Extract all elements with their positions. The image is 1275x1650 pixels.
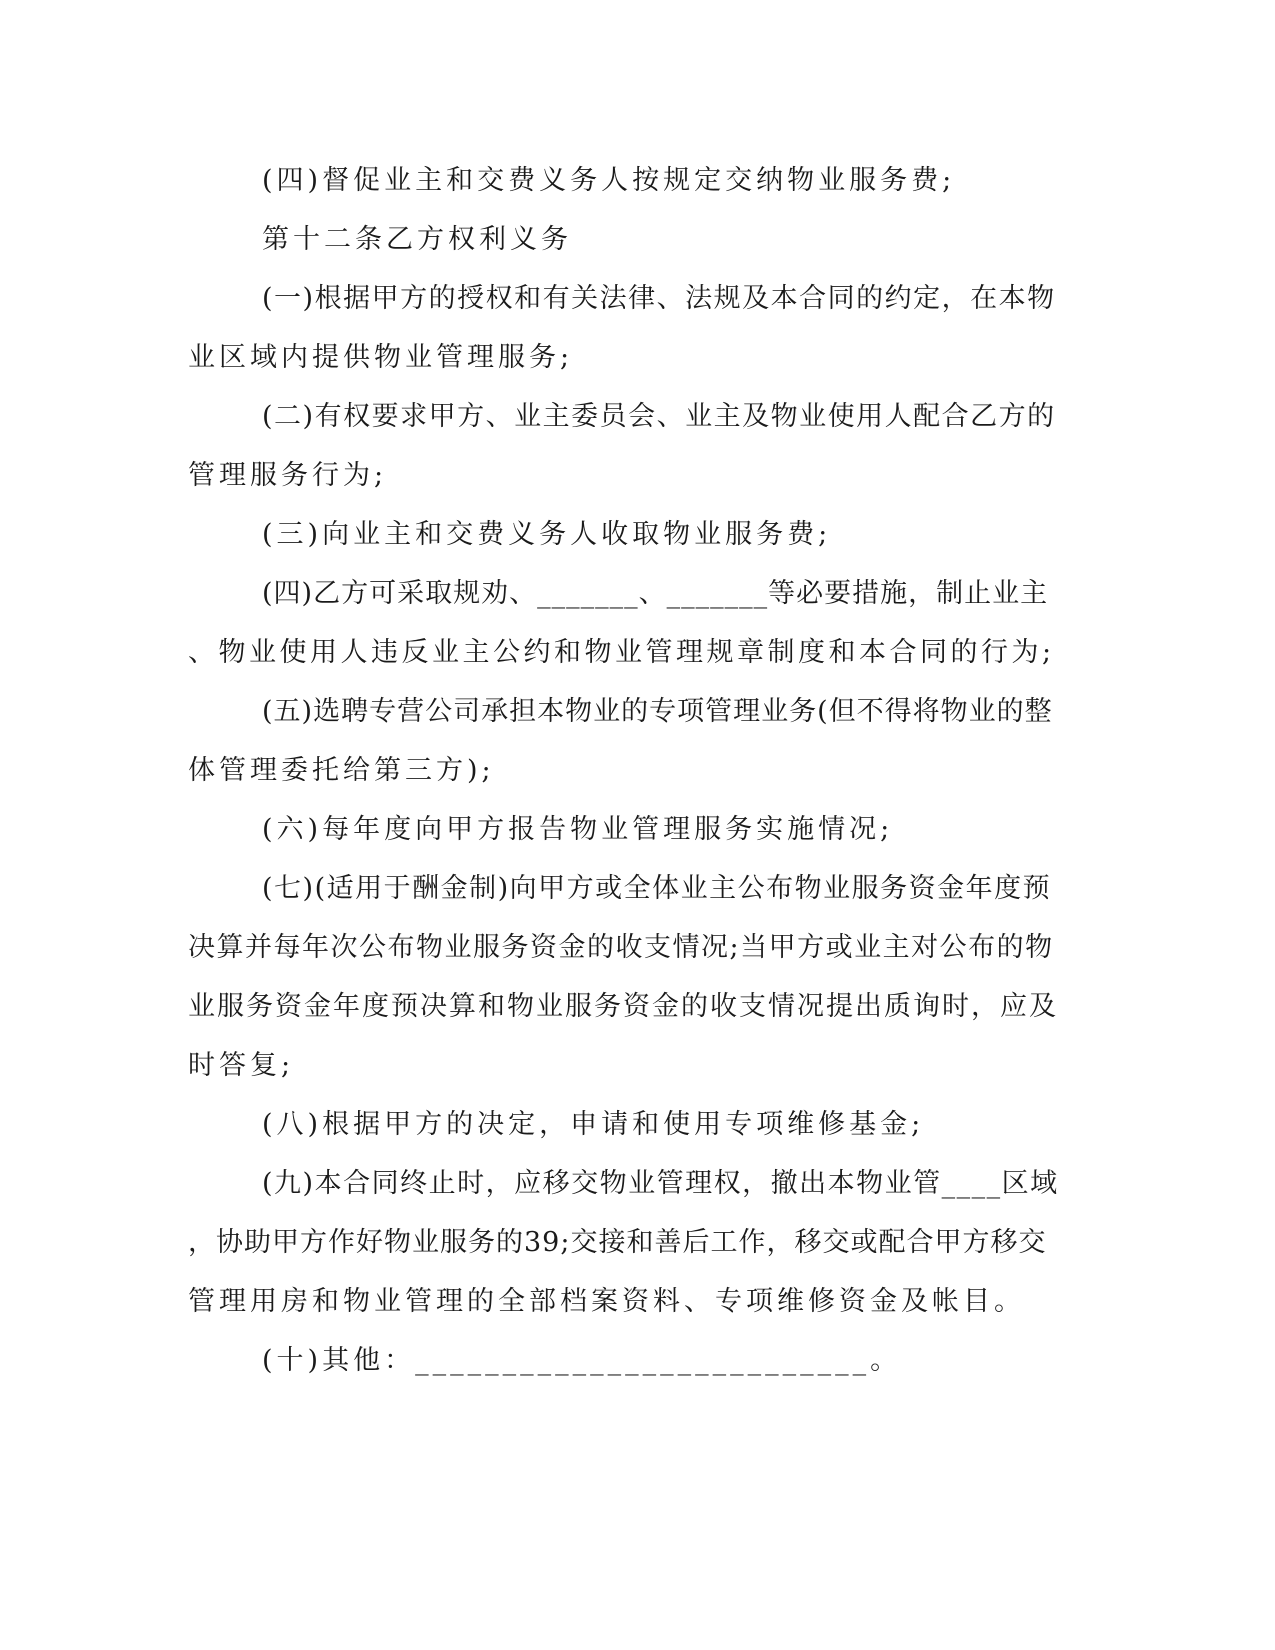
paragraph-line-7: (三)向业主和交费义务人收取物业服务费; xyxy=(262,519,832,550)
paragraph-line-16: 时答复; xyxy=(188,1050,295,1081)
paragraph-line-4: 业区域内提供物业管理服务; xyxy=(188,342,574,373)
paragraph-line-1: (四)督促业主和交费义务人按规定交纳物业服务费; xyxy=(262,165,956,196)
paragraph-line-5: (二)有权要求甲方、业主委员会、业主及物业使用人配合乙方的 xyxy=(262,401,1056,432)
paragraph-line-19: ，协助甲方作好物业服务的39;交接和善后工作，移交或配合甲方移交 xyxy=(188,1227,1047,1258)
paragraph-line-21: (十)其他：__________________________。 xyxy=(262,1345,902,1376)
paragraph-line-9: 、物业使用人违反业主公约和物业管理规章制度和本合同的行为; xyxy=(188,637,1055,668)
paragraph-line-13: (七)(适用于酬金制)向甲方或全体业主公布物业服务资金年度预 xyxy=(262,873,1052,904)
paragraph-line-20: 管理用房和物业管理的全部档案资料、专项维修资金及帐目。 xyxy=(188,1286,1025,1317)
paragraph-line-6: 管理服务行为; xyxy=(188,460,388,491)
paragraph-line-18: (九)本合同终止时，应移交物业管理权，撤出本物业管____区域 xyxy=(262,1168,1059,1199)
paragraph-line-17: (八)根据甲方的决定，申请和使用专项维修基金; xyxy=(262,1109,925,1140)
paragraph-line-3: (一)根据甲方的授权和有关法律、法规及本合同的约定，在本物 xyxy=(262,283,1056,314)
paragraph-line-8: (四)乙方可采取规劝、_______、_______等必要措施，制止业主 xyxy=(262,578,1049,609)
paragraph-line-10: (五)选聘专营公司承担本物业的专项管理业务(但不得将物业的整 xyxy=(262,696,1053,727)
paragraph-line-14: 决算并每年次公布物业服务资金的收支情况;当甲方或业主对公布的物 xyxy=(188,932,1054,963)
section-heading: 第十二条乙方权利义务 xyxy=(262,224,572,255)
paragraph-line-12: (六)每年度向甲方报告物业管理服务实施情况; xyxy=(262,814,894,845)
paragraph-line-11: 体管理委托给第三方); xyxy=(188,755,495,786)
paragraph-line-15: 业服务资金年度预决算和物业服务资金的收支情况提出质询时，应及 xyxy=(188,991,1058,1022)
